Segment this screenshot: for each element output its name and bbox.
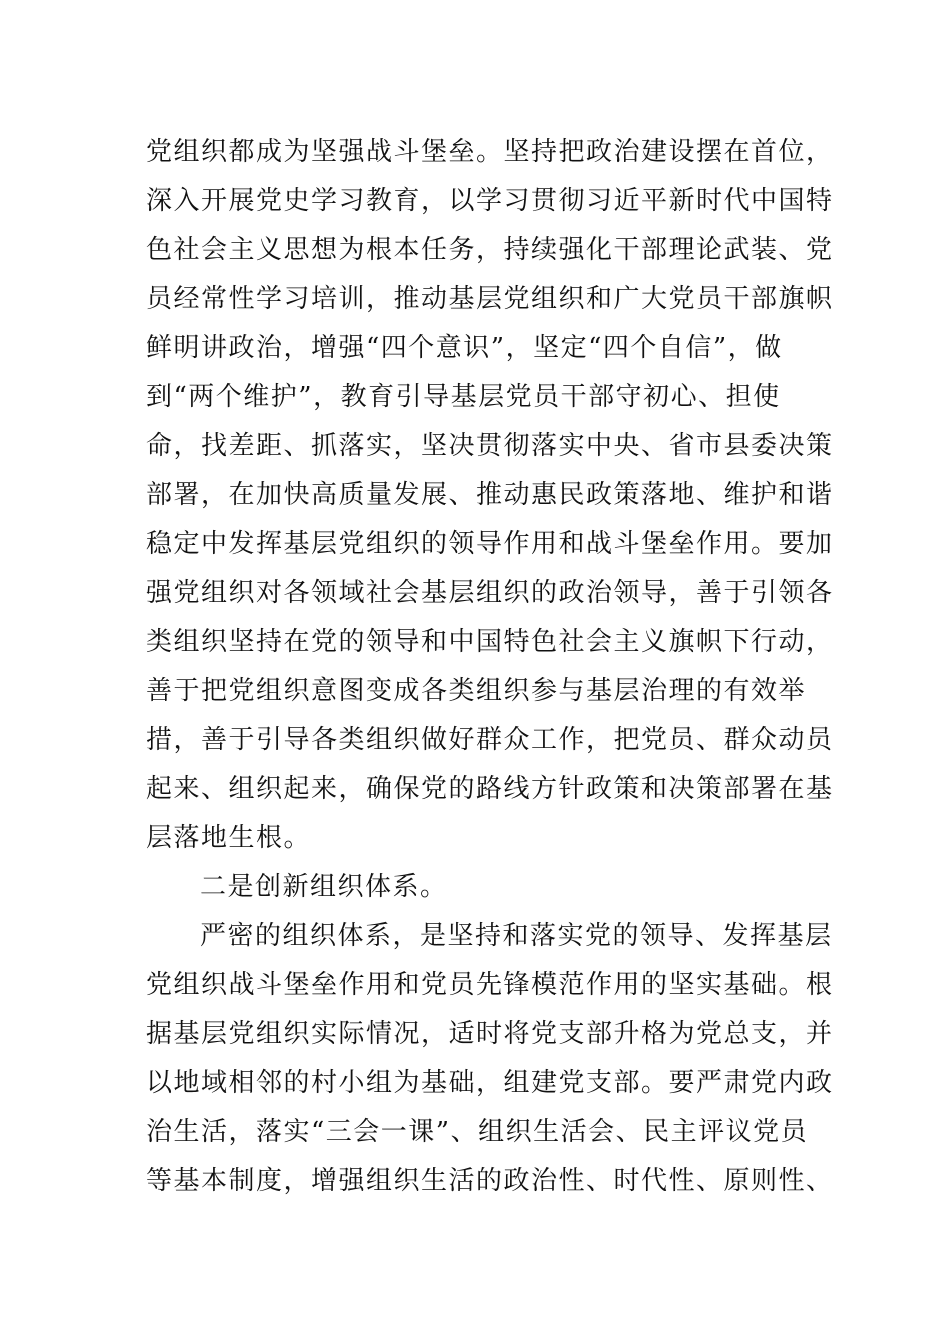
paragraph-line: 命，找差距、抓落实，坚决贯彻落实中央、省市县委决策 — [146, 431, 834, 461]
paragraph-line: 以地域相邻的村小组为基础，组建党支部。要严肃党内政 — [146, 1068, 834, 1098]
paragraph-line: 部署，在加快高质量发展、推动惠民政策落地、维护和谐 — [146, 480, 834, 510]
section-heading: 二是创新组织体系。 — [200, 872, 448, 902]
paragraph-line: 深入开展党史学习教育，以学习贯彻习近平新时代中国特 — [146, 186, 834, 216]
paragraph-line: 到“两个维护”，教育引导基层党员干部守初心、担使 — [146, 382, 781, 412]
paragraph-line: 党组织战斗堡垒作用和党员先锋模范作用的坚实基础。根 — [146, 970, 834, 1000]
paragraph-line: 稳定中发挥基层党组织的领导作用和战斗堡垒作用。要加 — [146, 529, 834, 559]
paragraph-line: 措，善于引导各类组织做好群众工作，把党员、群众动员 — [146, 725, 834, 755]
body-text — [146, 128, 834, 1206]
paragraph-line: 善于把党组织意图变成各类组织参与基层治理的有效举 — [146, 676, 807, 706]
paragraph-line: 党组织都成为坚强战斗堡垒。坚持把政治建设摆在首位， — [146, 137, 834, 167]
paragraph-line: 强党组织对各领域社会基层组织的政治领导，善于引领各 — [146, 578, 834, 608]
paragraph-line: 严密的组织体系，是坚持和落实党的领导、发挥基层 — [200, 921, 833, 951]
paragraph-line: 鲜明讲政治，增强“四个意识”，坚定“四个自信”，做 — [146, 333, 783, 363]
paragraph-line: 员经常性学习培训，推动基层党组织和广大党员干部旗帜 — [146, 284, 834, 314]
paragraph-line: 起来、组织起来，确保党的路线方针政策和决策部署在基 — [146, 774, 834, 804]
paragraph-line: 色社会主义思想为根本任务，持续强化干部理论武装、党 — [146, 235, 834, 265]
paragraph-line: 据基层党组织实际情况，适时将党支部升格为党总支，并 — [146, 1019, 834, 1049]
paragraph-line: 层落地生根。 — [146, 823, 312, 853]
paragraph-line: 等基本制度，增强组织生活的政治性、时代性、原则性、 — [146, 1166, 834, 1196]
paragraph-line: 类组织坚持在党的领导和中国特色社会主义旗帜下行动， — [146, 627, 834, 657]
paragraph-line: 治生活，落实“三会一课”、组织生活会、民主评议党员 — [146, 1117, 809, 1147]
